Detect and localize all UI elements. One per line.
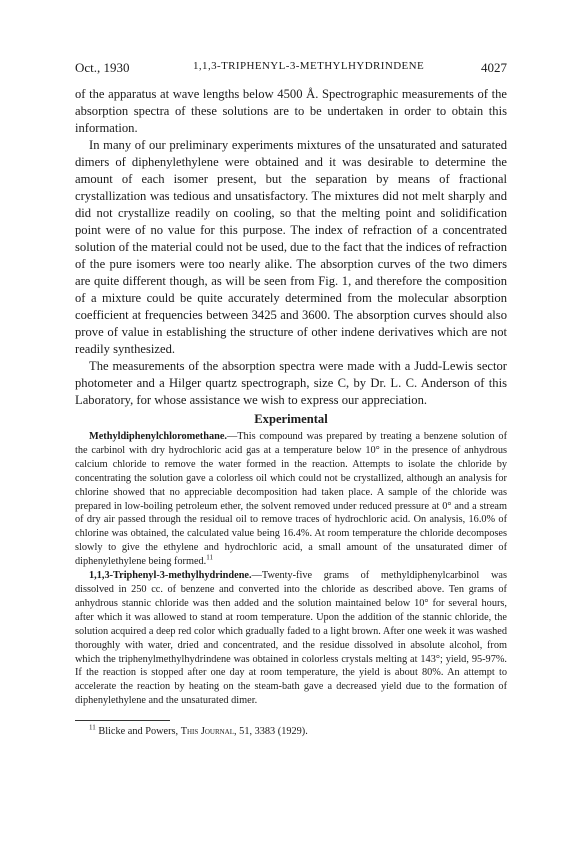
compound-name-chloride: Methyldiphenylchloromethane. — [89, 431, 227, 442]
header-date: Oct., 1930 — [75, 60, 130, 75]
compound-name-hydrindene: 1,1,3-Triphenyl-3-methylhydrindene. — [89, 570, 252, 582]
footnote — [75, 725, 507, 738]
experimental-text-2: —Twenty-five grams of methyldiphenylcarbinol was dissolved in 250 cc. of benzene and converted into the chloride as described above. Ten grams of anhydrous stannic chloride was then added and the solution maintained below 10° for several hours, after which it was allowed to stand at room temperature. Upon the addition of the stannic chloride, the solution acquired a deep red color which gradually faded to a light brown. After one week it was washed thoroughly with water, dried and concentrated, and the residue dissolved in absolute alcohol, from which the triphenylmethylhydrindene was obtained in colorless crystals melting at 143°; yield, 95-97%. If the reaction is stopped after one day at room temperature, the yield is about 80%. An attempt to accelerate the reaction by heating on the steam-bath gave a decreased yield due to the formation of diphenylethylene and the unsaturated dimer. — [75, 570, 507, 707]
header-title: 1,1,3-TRIPHENYL-3-METHYLHYDRINDENE — [193, 60, 425, 72]
paragraph-acknowledgment: The measurements of the absorption spectra were made with a Judd-Lewis sector photometer and a Hilger quartz spectrograph, size C, by Dr. L. C. Anderson of this Laboratory, for whose assistance we wish to express our appreciation. — [75, 359, 507, 407]
footnote-divider — [75, 720, 170, 721]
footnote-text: Blicke and Powers, — [95, 726, 181, 738]
experimental-section — [75, 430, 507, 708]
running-header — [75, 60, 507, 76]
footnote-journal: This Journal — [180, 726, 235, 738]
paragraph-mixtures: In many of our preliminary experiments mixtures of the unsaturated and saturated dimers of diphenylethylene were obtained and it was desirable to determine the amount of each isomer present, but the separation by means of fractional crystallization was tedious and unsatisfactory. The mixtures did not melt sharply and did not crystallize readily on cooling, so that the melting point and solidification point were of no value for this purpose. The index of refraction of a concentrated solution of the material could not be used, due to the fact that the indices of refraction of the pure isomers were too nearly alike. The absorption curves of the two dimers are quite different though, as will be seen from Fig. 1, and therefore the composition of a mixture could be quite accurately determined from the molecular absorption coefficient at frequencies between 3425 and 3600. The absorption curves should also prove of value in establishing the structure of other indene derivatives which are not readily synthesized. — [75, 138, 507, 356]
footnote-number: 11 — [89, 723, 96, 732]
experimental-paragraph-2 — [75, 569, 507, 708]
experimental-text-1: —This compound was prepared by treating a benzene solution of the carbinol with dry hydrochloric acid gas at a temperature below 10° in the presence of anhydrous calcium chloride to remove the water formed in the reaction. Attempts to isolate the chloride by concentrating the solution gave a colorless oil which could not be crystallized, although an analysis for chlorine showed that no appreciable decomposition had taken place. A sample of the chloride was prepared in low-boiling petroleum ether, the solvent removed under reduced pressure at 0° and a stream of dry air passed through the residual oil to remove traces of hydrochloric acid. On analysis, 16.0% of chlorine was obtained, the calculated value being 16.4%. At room temperature the chloride decomposes slowly to give the ethylene and hydrochloric acid, a small amount of the unsaturated dimer of diphenylethylene being formed. — [75, 431, 507, 568]
article-body — [75, 86, 507, 738]
paragraph-continued: of the apparatus at wave lengths below 4500 Å. Spectrographic measurements of the absorption spectra of these solutions are to be undertaken in order to obtain this information. — [75, 87, 507, 135]
footnote-citation: , 51, 3383 (1929). — [234, 726, 308, 738]
footnote-ref: 11 — [206, 553, 213, 562]
experimental-paragraph-1 — [75, 430, 507, 569]
page-number: 4027 — [481, 60, 507, 75]
section-heading-experimental: Experimental — [254, 412, 328, 426]
